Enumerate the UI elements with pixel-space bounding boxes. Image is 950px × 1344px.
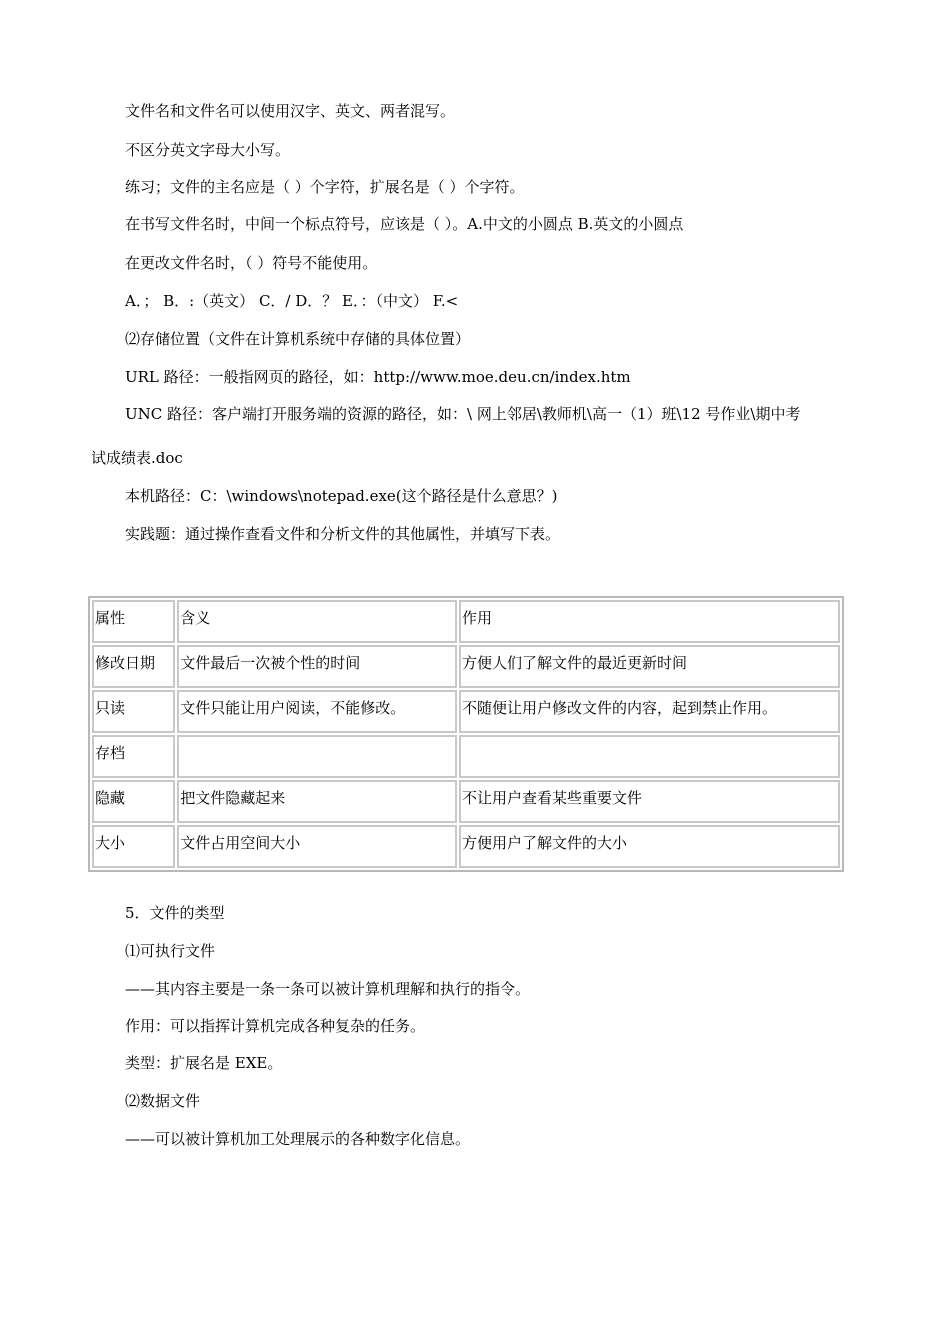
table-cell: 只读 (92, 690, 175, 733)
paragraph-practice: 实践题：通过操作查看文件和分析文件的其他属性，并填写下表。 (125, 525, 561, 543)
heading-storage-location: ⑵存储位置（文件在计算机系统中存储的具体位置） (125, 330, 471, 348)
table-header-row (92, 600, 840, 643)
paragraph-case-insensitive: 不区分英文字母大小写。 (125, 141, 291, 159)
table-cell: 文件只能让用户阅读，不能修改。 (177, 690, 457, 733)
table-cell (459, 735, 840, 778)
table-cell: 方便人们了解文件的最近更新时间 (459, 645, 840, 688)
table-row (92, 735, 840, 778)
paragraph-unc-path: UNC 路径：客户端打开服务端的资源的路径，如：\ 网上邻居\教师机\高一（1）班\12 号作业\期中考 (125, 405, 801, 423)
table-cell: 把文件隐藏起来 (177, 780, 457, 823)
table-cell: 方便用户了解文件的大小 (459, 825, 840, 868)
table-row (92, 825, 840, 868)
table-cell: 修改日期 (92, 645, 175, 688)
paragraph-unc-path-continued: 试成绩表.doc (91, 449, 183, 467)
paragraph-url-path: URL 路径：一般指网页的路径，如：http://www.moe.deu.cn/index.htm (125, 368, 631, 386)
table-cell: 隐藏 (92, 780, 175, 823)
paragraph-exercise-2: 在书写文件名时，中间一个标点符号，应该是（ ）。A.中文的小圆点 B.英文的小圆点 (125, 215, 684, 233)
paragraph-data-desc: ——可以被计算机加工处理展示的各种数字化信息。 (125, 1130, 471, 1148)
paragraph-exercise-3: 在更改文件名时，（ ）符号不能使用。 (125, 254, 378, 272)
table-header-cell: 作用 (459, 600, 840, 643)
table-cell: 文件最后一次被个性的时间 (177, 645, 457, 688)
file-attributes-table (88, 596, 844, 872)
table-cell: 文件占用空间大小 (177, 825, 457, 868)
paragraph-filename-chars: 文件名和文件名可以使用汉字、英文、两者混写。 (125, 102, 456, 120)
paragraph-options: A．； B．:（英文） C．/ D．？ E．：（中文） F.< (125, 292, 459, 310)
table-cell: 不随便让用户修改文件的内容，起到禁止作用。 (459, 690, 840, 733)
heading-data-file: ⑵数据文件 (125, 1092, 201, 1110)
paragraph-exercise-1: 练习；文件的主名应是（ ）个字符，扩展名是（ ）个字符。 (125, 178, 525, 196)
table-cell: 大小 (92, 825, 175, 868)
table-cell: 存档 (92, 735, 175, 778)
table-header-cell: 含义 (177, 600, 457, 643)
paragraph-executable-desc: ——其内容主要是一条一条可以被计算机理解和执行的指令。 (125, 980, 531, 998)
table-header-cell: 属性 (92, 600, 175, 643)
heading-executable-file: ⑴可执行文件 (125, 942, 216, 960)
table-row (92, 690, 840, 733)
table-row (92, 780, 840, 823)
table-cell: 不让用户查看某些重要文件 (459, 780, 840, 823)
paragraph-executable-use: 作用：可以指挥计算机完成各种复杂的任务。 (125, 1017, 426, 1035)
paragraph-executable-type: 类型：扩展名是 EXE。 (125, 1054, 283, 1072)
paragraph-local-path: 本机路径：C：\windows\notepad.exe(这个路径是什么意思？) (125, 487, 558, 505)
table-row (92, 645, 840, 688)
table-cell (177, 735, 457, 778)
heading-file-types: 5．文件的类型 (125, 904, 225, 922)
